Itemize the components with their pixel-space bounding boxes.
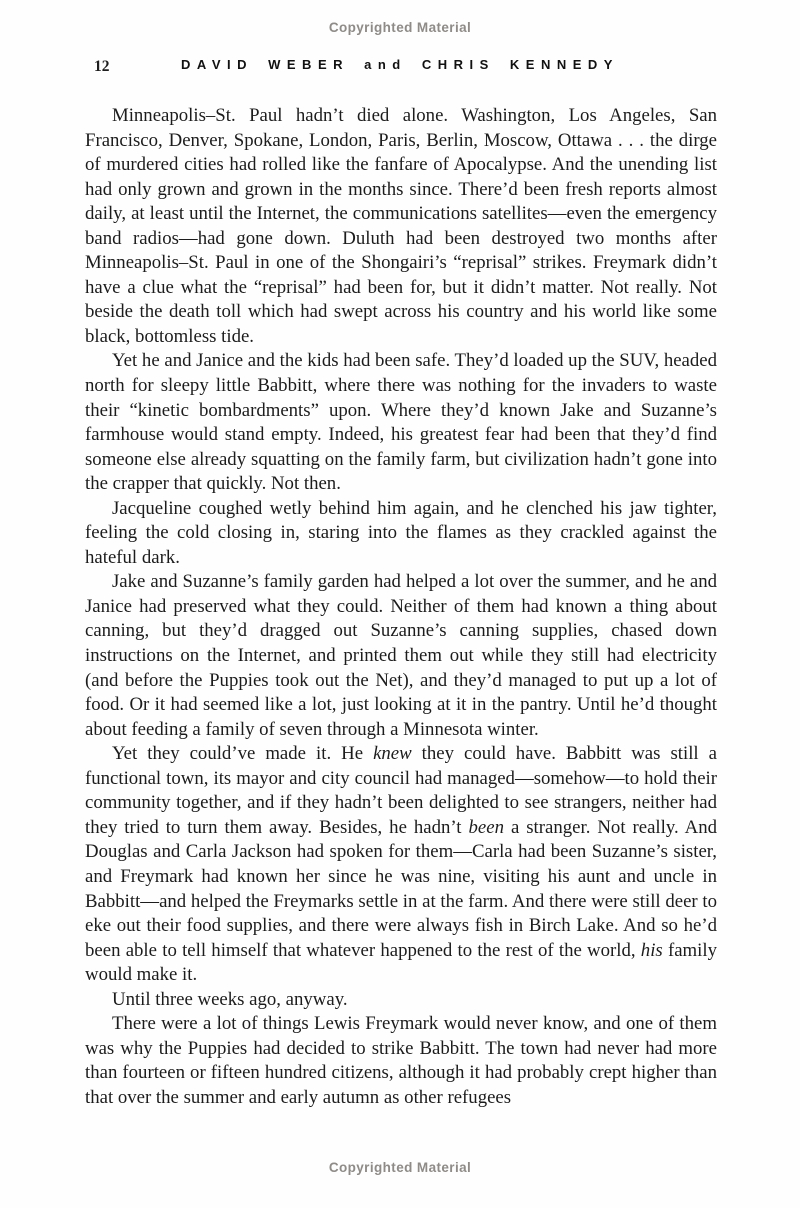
body-text bbox=[85, 104, 717, 1110]
paragraph: Jacqueline coughed wetly behind him again, and he clenched his jaw tighter, feeling the cold closing in, staring into the flames as they crackled against the hateful dark. bbox=[85, 497, 717, 568]
running-header-authors: DAVID WEBER and CHRIS KENNEDY bbox=[181, 57, 619, 72]
copyright-notice-top: Copyrighted Material bbox=[328, 20, 472, 35]
paragraph: Yet they could’ve made it. He knew they could have. Babbitt was still a functional town, its mayor and city council had managed—somehow—to hold their community together, and if they hadn’t been delighted to see strangers, neither had they tried to turn them away. Besides, he hadn’t been a stranger. Not really. And Douglas and Carla Jackson had spoken for them—Carla had been Suzanne’s sister, and Freymark had known her since he was nine, visiting his aunt and uncle in Babbitt—and helped the Freymarks settle in at the farm. And there were still deer to eke out their food supplies, and there were always fish in Birch Lake. And so he’d been able to tell himself that whatever happened to the rest of the world, his family would make it. bbox=[85, 743, 718, 986]
paragraph: Minneapolis–St. Paul hadn’t died alone. Washington, Los Angeles, San Francisco, Denver, Spokane, London, Paris, Berlin, Moscow, Ottawa . . . the dirge of murdered cities had rolled like the fanfare of Apocalypse. And the unending list had only grown and grown in the months since. There’d been fresh reports almost daily, at least until the Internet, the communications satellites—even the emergency band radios—had gone down. Duluth had been destroyed two months after Minneapolis–St. Paul in one of the Shongairi’s “reprisal” strikes. Freymark didn’t have a clue what the “reprisal” had been for, but it didn’t matter. Not really. Not beside the death toll which had swept across his country and his world like some black, bottomless tide. bbox=[85, 105, 717, 347]
running-header bbox=[0, 57, 800, 77]
page-number: 12 bbox=[94, 58, 110, 75]
copyright-notice-bottom: Copyrighted Material bbox=[328, 1160, 472, 1175]
paragraph: Jake and Suzanne’s family garden had helped a lot over the summer, and he and Janice had preserved what they could. Neither of them had known a thing about canning, but they’d dragged out Suzanne’s canning supplies, chased down instructions on the Internet, and printed them out while they still had electricity (and before the Puppies took out the Net), and they’d managed to put up a lot of food. Or it had seemed like a lot, just looking at it in the pantry. Until he’d thought about feeding a family of seven through a Minnesota winter. bbox=[85, 571, 717, 740]
paragraph: There were a lot of things Lewis Freymark would never know, and one of them was why the Puppies had decided to strike Babbitt. The town had never had more than fourteen or fifteen hundred citizens, although it had probably crept higher than that over the summer and early autumn as other refugees bbox=[85, 1013, 717, 1108]
paragraph: Until three weeks ago, anyway. bbox=[112, 988, 348, 1010]
paragraph: Yet he and Janice and the kids had been safe. They’d loaded up the SUV, headed north for sleepy little Babbitt, where there was nothing for the invaders to waste their “kinetic bombardments” upon. Where they’d known Jake and Suzanne’s farmhouse would stand empty. Indeed, his greatest fear had been that they’d find someone else already squatting on the family farm, but civilization hadn’t gone into the crapper that quickly. Not then. bbox=[85, 350, 718, 495]
